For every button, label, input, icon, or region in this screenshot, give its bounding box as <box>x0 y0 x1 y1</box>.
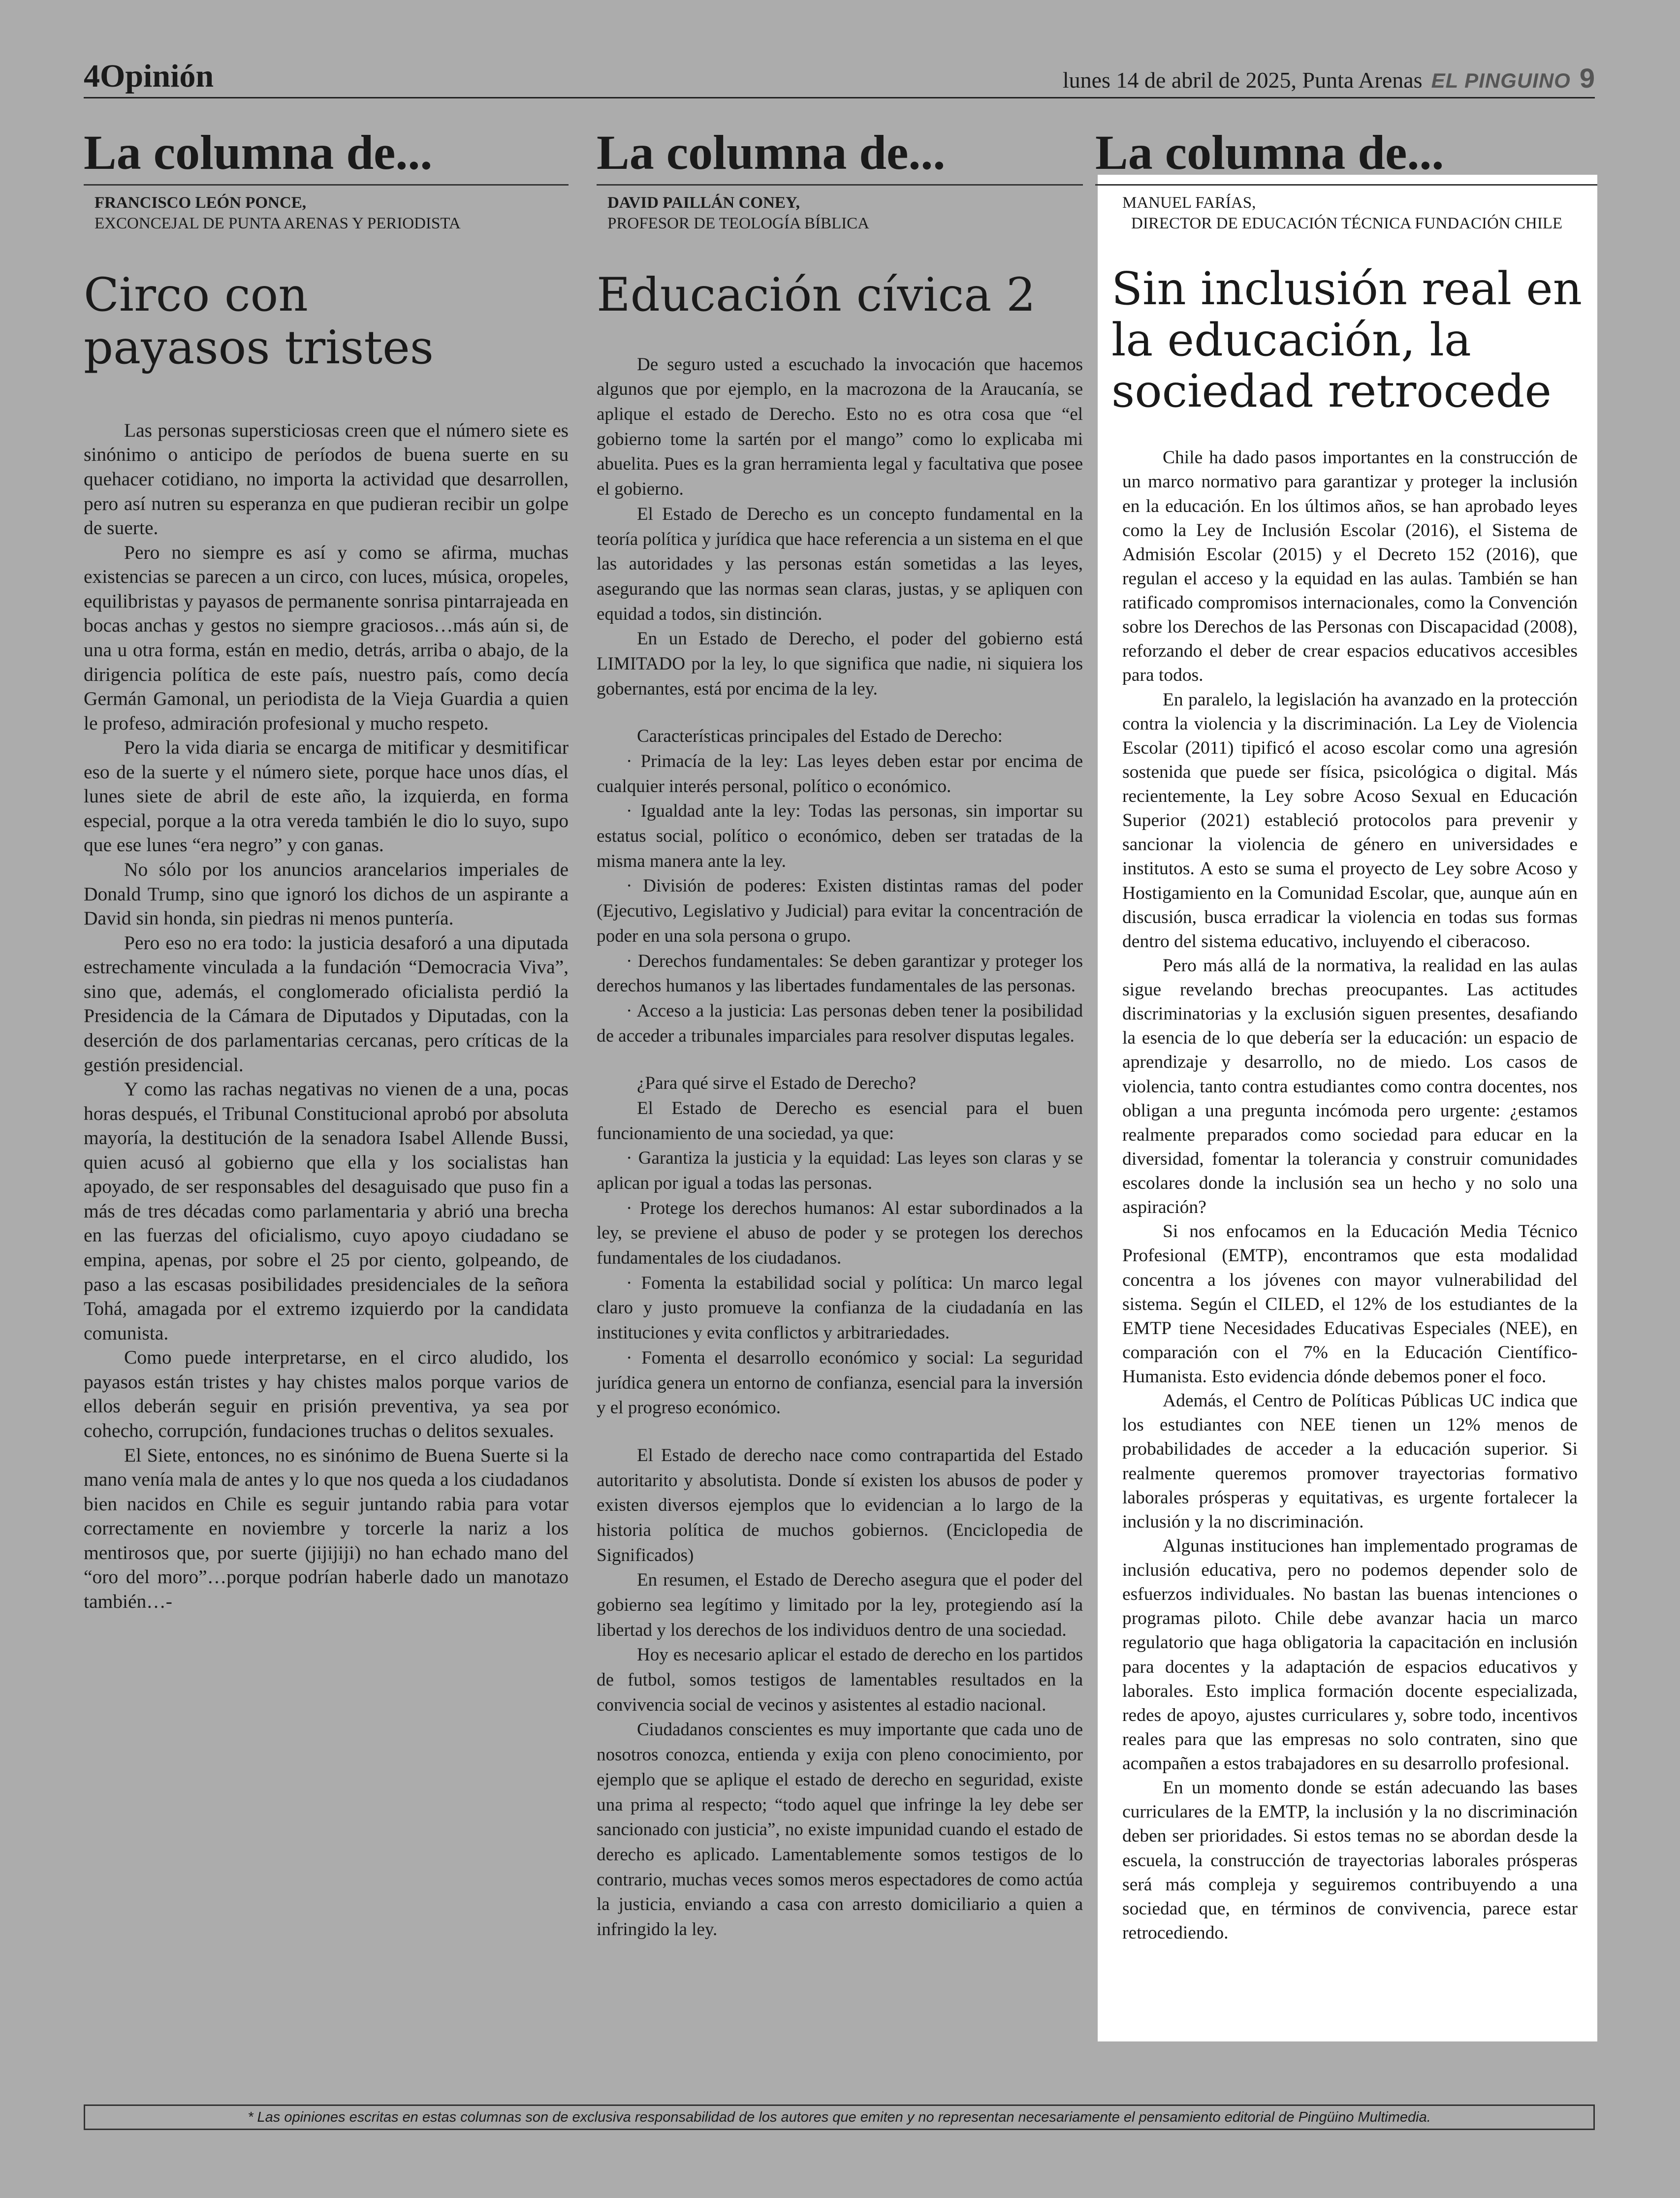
paragraph: En un Estado de Derecho, el poder del gobierno está LIMITADO por la ley, lo que significa que nadie, ni siquiera los gobernantes, está por encima de la ley. <box>597 629 1083 699</box>
author-name: DAVID PAILLÁN CONEY, <box>607 194 800 212</box>
paragraph: Algunas instituciones han implementado programas de inclusión educativa, pero no podemos depender solo de esfuerzos individuales. No bastan las buenas intenciones o programas piloto. Chile debe avanzar hacia un marco regulatorio que haga obligatoria la capacitación en inclusión para docentes y la adaptación de espacios educativos y laborales. Esto implica formación docente especializada, redes de apoyo, ajustes curriculares y, sobre todo, incentivos reales para que las empresas no solo contraten, sino que acompañen a estos trabajadores en su desarrollo profesional. <box>1122 1535 1578 1774</box>
paragraph: Las personas supersticiosas creen que el número siete es sinónimo o anticipo de períodos de buena suerte en su quehacer cotidiano, no importa la actividad que desarrollen, pero así nutren su esperanza en que pudieran recibir un golpe de suerte. <box>84 419 569 539</box>
paragraph: De seguro usted a escuchado la invocación que hacemos algunos que por ejemplo, en la macrozona de la Araucanía, se aplique el estado de Derecho. Esto no es otra cosa que “el gobierno tome la sartén por el mango” como lo explicaba mi abuelita. Pues es la gran herramienta legal y facultativa que posee el gobierno. <box>597 354 1083 500</box>
paragraph: Hoy es necesario aplicar el estado de derecho en los partidos de futbol, somos testigos de lamentables resultados en la convivencia social de vecinos y asistentes al estadio nacional. <box>597 1645 1083 1715</box>
bullet-item: · Garantiza la justicia y la equidad: Las leyes son claras y se aplican por igual a todas las personas. <box>597 1148 1083 1193</box>
author-role: DIRECTOR DE EDUCACIÓN TÉCNICA FUNDACIÓN CHILE <box>1131 215 1563 233</box>
bullet-item: · Primacía de la ley: Las leyes deben estar por encima de cualquier interés personal, político o económico. <box>597 751 1083 796</box>
column-label: La columna de... <box>84 128 569 186</box>
bullet-item: · Fomenta el desarrollo económico y social: La seguridad jurídica genera un entorno de confianza, esencial para la inversión y el progreso económico. <box>597 1347 1083 1418</box>
headline: Educación cívica 2 <box>597 268 1036 322</box>
article-body <box>597 352 1083 1943</box>
paragraph: Si nos enfocamos en la Educación Media Técnico Profesional (EMTP), encontramos que esta modalidad concentra a los jóvenes con mayor vulnerabilidad del sistema. Según el CILED, el 12% de los estudiantes de la EMTP tiene Necesidades Educativas Especiales (NEE), en comparación con el 7% en la Educación Científico-Humanista. Esto evidencia dónde debemos poner el foco. <box>1122 1221 1578 1387</box>
newspaper-brand: EL PINGUINO <box>1431 69 1571 92</box>
byline <box>1122 192 1597 234</box>
paragraph: Como puede interpretarse, en el circo aludido, los payasos están tristes y hay chistes malos porque varios de ellos deberán seguir en prisión preventiva, ya sea por cohecho, corrupción, fundaciones truchas o delitos sexuales. <box>84 1346 569 1441</box>
article-body <box>1122 446 1578 1945</box>
paragraph: En paralelo, la legislación ha avanzado en la protección contra la violencia y la discriminación. La Ley de Violencia Escolar (2011) tipificó el acoso escolar como una agresión sostenida que puede ser física, psicológica o digital. Más recientemente, la Ley sobre Acoso Sexual en Educación Superior (2021) estableció protocolos para prevenir y sancionar la violencia de género en universidades e institutos. A esto se suma el proyecto de Ley sobre Acoso y Hostigamiento en la Comunidad Escolar, que, aunque aún en discusión, busca erradicar la violencia en todas sus formas dentro del sistema educativo, incluyendo el ciberacoso. <box>1122 689 1578 952</box>
column-label: La columna de... <box>1095 128 1597 186</box>
paragraph: En resumen, el Estado de Derecho asegura que el poder del gobierno sea legítimo y limitado por la ley, protegiendo así la libertad y los derechos de los individuos dentro de una sociedad. <box>597 1570 1083 1640</box>
editorial-disclaimer: * Las opiniones escritas en estas columnas son de exclusiva responsabilidad de los autores que emiten y no representan necesariamente el pensamiento editorial de Pingüino Multimedia. <box>84 2104 1595 2130</box>
opinion-column-2 <box>597 125 1083 1943</box>
article-body <box>84 418 569 1614</box>
header-meta <box>1063 62 1595 94</box>
paragraph: El Siete, entonces, no es sinónimo de Buena Suerte si la mano venía mala de antes y lo que nos queda a los ciudadanos bien nacidos en Chile es seguir juntando rabia para votar correctamente en noviembre y torcerle la nariz a los mentirosos que, por suerte (jijijiji) no han echado mano del “oro del moro”…porque podrían haberle dado un manotazo también…- <box>84 1444 569 1612</box>
opinion-column-3 <box>1095 125 1597 1945</box>
section-heading: ¿Para qué sirve el Estado de Derecho? <box>637 1073 917 1094</box>
bullet-item: · Igualdad ante la ley: Todas las personas, sin importar su estatus social, político o económico, deben ser tratadas de la misma manera ante la ley. <box>597 801 1083 871</box>
paragraph: Además, el Centro de Políticas Públicas UC indica que los estudiantes con NEE tienen un 12% menos de probabilidades de acceder a la educación superior. Si realmente queremos promover trayectorias formativo laborales prósperas y equitativas, es urgente fortalecer la inclusión y la no discriminación. <box>1122 1391 1578 1532</box>
column-label: La columna de... <box>597 128 1083 186</box>
paragraph: Y como las rachas negativas no vienen de a una, pocas horas después, el Tribunal Constitucional aprobó por absoluta mayoría, la destitución de la senadora Isabel Allende Bussi, quien acusó al gobierno que ella y los socialistas han apoyado, de ser responsables del desaguisado que puso fin a más de tres décadas como parlamentaria y abrió una brecha en las fuerzas del oficialismo, cuyo apoyo ciudadano se empina, apenas, por sobre el 25 por ciento, golpeando, de paso a las escasas posibilidades presidenciales de la señora Tohá, amagada por el extremo izquierdo por la candidata comunista. <box>84 1078 569 1344</box>
paragraph: Pero la vida diaria se encarga de mitificar y desmitificar eso de la suerte y el número siete, porque hace unos días, el lunes siete de abril de este año, la izquierda, en forma especial, porque a la otra vereda también le dio lo suyo, supo que ese lunes “era negro” y con ganas. <box>84 736 569 856</box>
issue-date: lunes 14 de abril de 2025, Punta Arenas <box>1062 67 1423 93</box>
paragraph: Pero más allá de la normativa, la realidad en las aulas sigue revelando brechas preocupantes. Las actitudes discriminatorias y la exclusión siguen presentes, desafiando la esencia de lo que debería ser la educación: un espacio de aprendizaje y desarrollo, no de miedo. Los casos de violencia, tanto contra estudiantes como contra docentes, nos obligan a una pregunta incómoda pero urgente: ¿estamos realmente preparados como sociedad para educar en la diversidad, fomentar la tolerancia y construir comunidades escolares donde la inclusión sea un hecho y no solo una aspiración? <box>1122 955 1578 1218</box>
bullet-item: · División de poderes: Existen distintas ramas del poder (Ejecutivo, Legislativo y Judicial) para evitar la concentración de poder en una sola persona o grupo. <box>597 876 1083 946</box>
opinion-column-1 <box>84 125 569 1614</box>
paragraph: Pero eso no era todo: la justicia desaforó a una diputada estrechamente vinculada a la fundación “Democracia Viva”, sino que, además, el conglomerado oficialista perdió la Presidencia de la Cámara de Diputados y Diputadas, con la deserción de dos parlamentarias cercanas, pero críticas de la gestión presidencial. <box>84 931 569 1076</box>
author-name: MANUEL FARÍAS, <box>1122 194 1256 212</box>
bullet-item: · Fomenta la estabilidad social y política: Un marco legal claro y justo promueve la confianza de la ciudadanía en las instituciones y evita conflictos y arbitrariedades. <box>597 1273 1083 1343</box>
page-header <box>84 58 1595 98</box>
author-role: PROFESOR DE TEOLOGÍA BÍBLICA <box>607 215 870 233</box>
headline: Circo con payasos tristes <box>84 268 434 375</box>
byline <box>607 192 1083 234</box>
page-number: 9 <box>1579 63 1595 94</box>
paragraph: Ciudadanos conscientes es muy importante que cada uno de nosotros conozca, entienda y exija con pleno conocimiento, por ejemplo que se aplique el estado de derecho en seguridad, existe una prima al respecto; “todo aquel que infringe la ley debe ser sancionado con justicia”, no existe impunidad cuando el estado de derecho es aplicado. Lamentablemente somos testigos de lo contrario, muchas veces somos meros espectadores de como actúa la justicia, enviando a casa con arresto domiciliario a quien a infringido la ley. <box>597 1720 1083 1940</box>
paragraph: El Estado de Derecho es un concepto fundamental en la teoría política y jurídica que hace referencia a un sistema en el que las autoridades y las personas están sometidas a las leyes, asegurando que las normas sean claras, justas, y se apliquen con equidad a todos, sin distinción. <box>597 504 1083 624</box>
section-heading: Características principales del Estado de Derecho: <box>637 726 1003 747</box>
paragraph: El Estado de derecho nace como contrapartida del Estado autoritarito y absolutista. Donde sí existen los abusos de poder y existen diversos ejemplos que lo evidencian a lo largo de la historia política de muchos gobiernos. (Enciclopedia de Significados) <box>597 1445 1083 1565</box>
paragraph: No sólo por los anuncios arancelarios imperiales de Donald Trump, sino que ignoró los dichos de un aspirante a David sin honda, sin piedras ni menos puntería. <box>84 859 569 929</box>
byline <box>95 192 569 234</box>
paragraph: Pero no siempre es así y como se afirma, muchas existencias se parecen a un circo, con luces, música, oropeles, equilibristas y payasos de permanente sonrisa pintarrajeada en bocas anchas y gestos no siempre graciosos…más aún si, de una u otra forma, están en medio, detrás, arriba o abajo, de la dirigencia política de este país, nuestro país, como decía Germán Gamonal, un periodista de la Vieja Guardia a quien le profeso, admiración profesional y mucho respeto. <box>84 541 569 734</box>
paragraph: El Estado de Derecho es esencial para el buen funcionamiento de una sociedad, ya que: <box>597 1098 1083 1144</box>
paragraph: En un momento donde se están adecuando las bases curriculares de la EMTP, la inclusión y la no discriminación deben ser prioridades. Si estos temas no se abordan desde la escuela, la construcción de trayectorias laborales prósperas será más compleja y seguiremos contribuyendo a una sociedad que, en términos de convivencia, parece estar retrocediendo. <box>1122 1778 1578 1943</box>
headline: Sin inclusión real en la educación, la sociedad retrocede <box>1111 262 1582 418</box>
author-name: FRANCISCO LEÓN PONCE, <box>95 194 306 212</box>
author-role: EXCONCEJAL DE PUNTA ARENAS Y PERIODISTA <box>95 215 461 233</box>
paragraph: Chile ha dado pasos importantes en la construcción de un marco normativo para garantizar y proteger la inclusión en la educación. En los últimos años, se han aprobado leyes como la Ley de Inclusión Escolar (2016), el Sistema de Admisión Escolar (2015) y el Decreto 152 (2016), que regulan el acceso y la equidad en las aulas. También se han ratificado compromisos internacionales, como la Convención sobre los Derechos de las Personas con Discapacidad (2008), reforzando el deber de crear espacios educativos accesibles para todos. <box>1122 447 1578 686</box>
section-title: 4Opinión <box>84 58 214 94</box>
bullet-item: · Derechos fundamentales: Se deben garantizar y proteger los derechos humanos y las libertades fundamentales de las personas. <box>597 951 1083 996</box>
bullet-item: · Protege los derechos humanos: Al estar subordinados a la ley, se previene el abuso de poder y se protegen los derechos fundamentales de los ciudadanos. <box>597 1198 1083 1269</box>
bullet-item: · Acceso a la justicia: Las personas deben tener la posibilidad de acceder a tribunales imparciales para resolver disputas legales. <box>597 1000 1083 1046</box>
